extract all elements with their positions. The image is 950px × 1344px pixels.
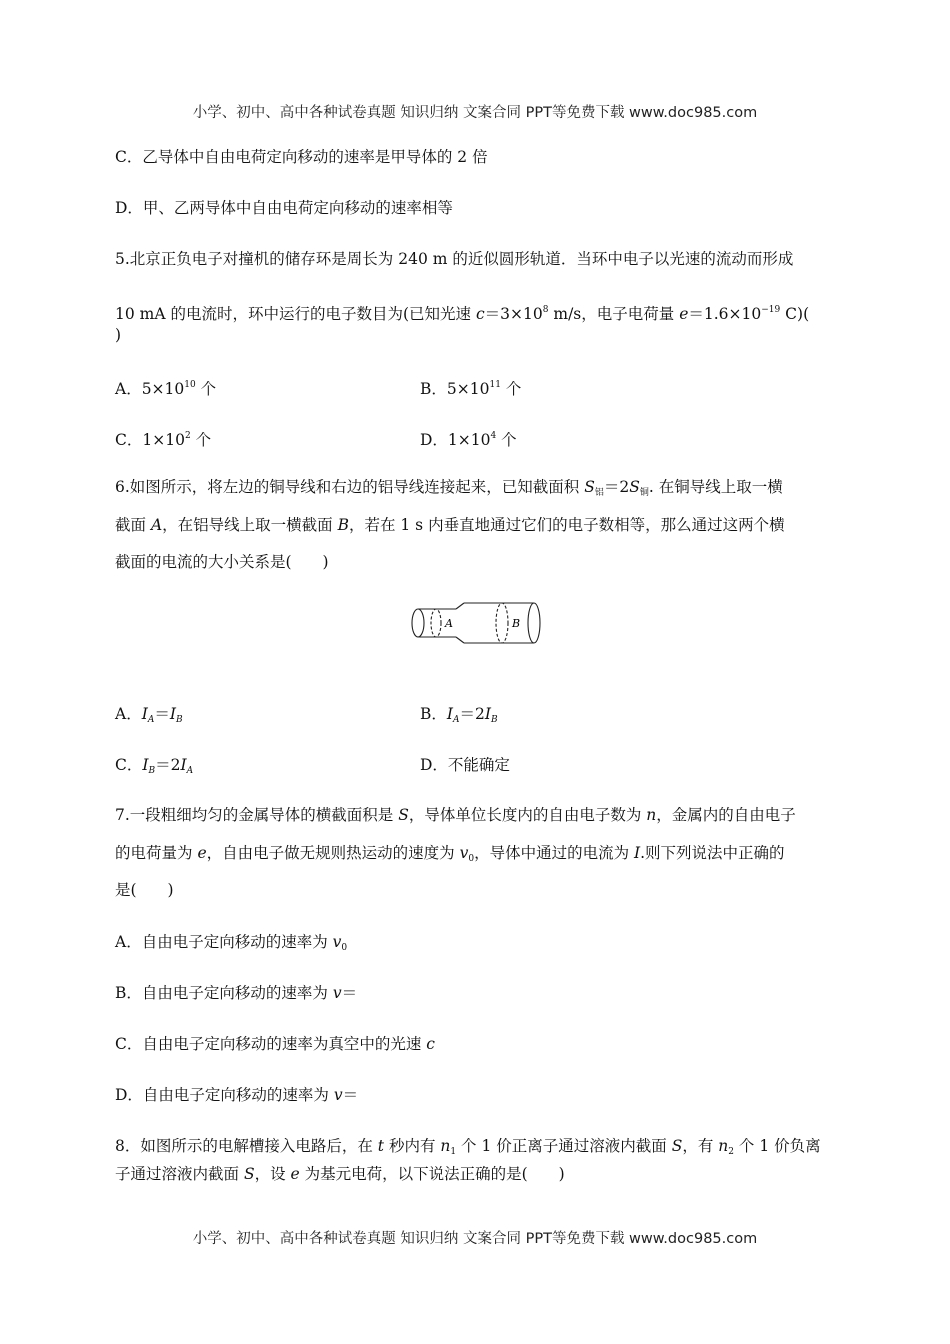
page-header: 小学、初中、高中各种试卷真题 知识归纳 文案合同 PPT等免费下载 www.doc985.com	[192, 105, 758, 121]
q8-stem-line1: 8．如图所示的电解槽接入电路后，在 t 秒内有 $n_1$ 个 1 价正离子通过溶液内截面 S，有 $n_2$ 个 1 价负离	[115, 1137, 821, 1157]
section-b-ellipse	[496, 603, 508, 643]
q5-option-c: C．$1\times 10^2$ 个	[115, 431, 212, 449]
q6-option-c: C．$I_B=2I_A$	[115, 756, 194, 776]
q4-option-d: D．甲、乙两导体中自由电荷定向移动的速率相等	[115, 199, 453, 217]
q4-option-c: C．乙导体中自由电荷定向移动的速率是甲导体的 2 倍	[115, 148, 488, 166]
q6-stem-line2: 截面 A，在铝导线上取一横截面 B，若在 1 s 内垂直地通过它们的电子数相等，那么通过这两个横	[115, 516, 785, 534]
q6-stem-line3: 截面的电流的大小关系是( )	[115, 553, 329, 571]
q7-stem-line2: 的电荷量为 e，自由电子做无规则热运动的速度为 $v_0$，导体中通过的电流为 I.则下列说法中正确的	[115, 844, 785, 864]
q5-option-a: A．$5\times 10^{10}$ 个	[115, 380, 217, 398]
page-footer: 小学、初中、高中各种试卷真题 知识归纳 文案合同 PPT等免费下载 www.doc985.com	[192, 1231, 758, 1247]
q6-option-d: D．不能确定	[420, 756, 510, 774]
q7-stem-line1: 7.一段粗细均匀的金属导体的横截面积是 S，导体单位长度内的自由电子数为 n，金属内的自由电子	[115, 806, 796, 824]
q6-option-a: A．$I_A=I_B$	[115, 705, 183, 725]
q7-option-a: A．自由电子定向移动的速率为 $v_0$	[115, 933, 348, 953]
q7-option-c: C．自由电子定向移动的速率为真空中的光速 c	[115, 1035, 435, 1053]
fig-label-b: B	[512, 617, 521, 630]
section-a-ellipse	[431, 609, 441, 637]
q5-option-d: D．$1\times 10^4$ 个	[420, 431, 517, 449]
q8-stem-line2: 子通过溶液内截面 S，设 e 为基元电荷，以下说法正确的是( )	[115, 1165, 565, 1183]
q6-option-b: B．$I_A=2I_B$	[420, 705, 498, 725]
aluminium-end-ellipse	[528, 603, 540, 643]
q5-option-b: B．$5\times 10^{11}$ 个	[420, 380, 522, 398]
q7-option-d: D．自由电子定向移动的速率为 v＝	[115, 1086, 359, 1104]
q5-stem-line2: 10 mA 的电流时，环中运行的电子数目为(已知光速 $c=3\times 10^8$ m/s，电子电荷量 $e=1.6\times 10^{-19}$ C)(	[115, 305, 810, 323]
q6-stem-line1: 6.如图所示，将左边的铜导线和右边的铝导线连接起来，已知截面积 $S_铝=2S_铜$. 在铜导线上取一横	[115, 478, 783, 498]
q7-option-b: B．自由电子定向移动的速率为 v＝	[115, 984, 358, 1002]
q5-stem-line1: 5.北京正负电子对撞机的储存环是周长为 240 m 的近似圆形轨道．当环中电子以光速的流动而形成	[115, 250, 794, 268]
wire-diagram	[408, 600, 548, 650]
copper-end-ellipse	[412, 609, 424, 637]
q7-stem-line3: 是( )	[115, 881, 174, 899]
fig-label-a: A	[445, 617, 453, 630]
q5-stem-line3: )	[115, 326, 122, 344]
